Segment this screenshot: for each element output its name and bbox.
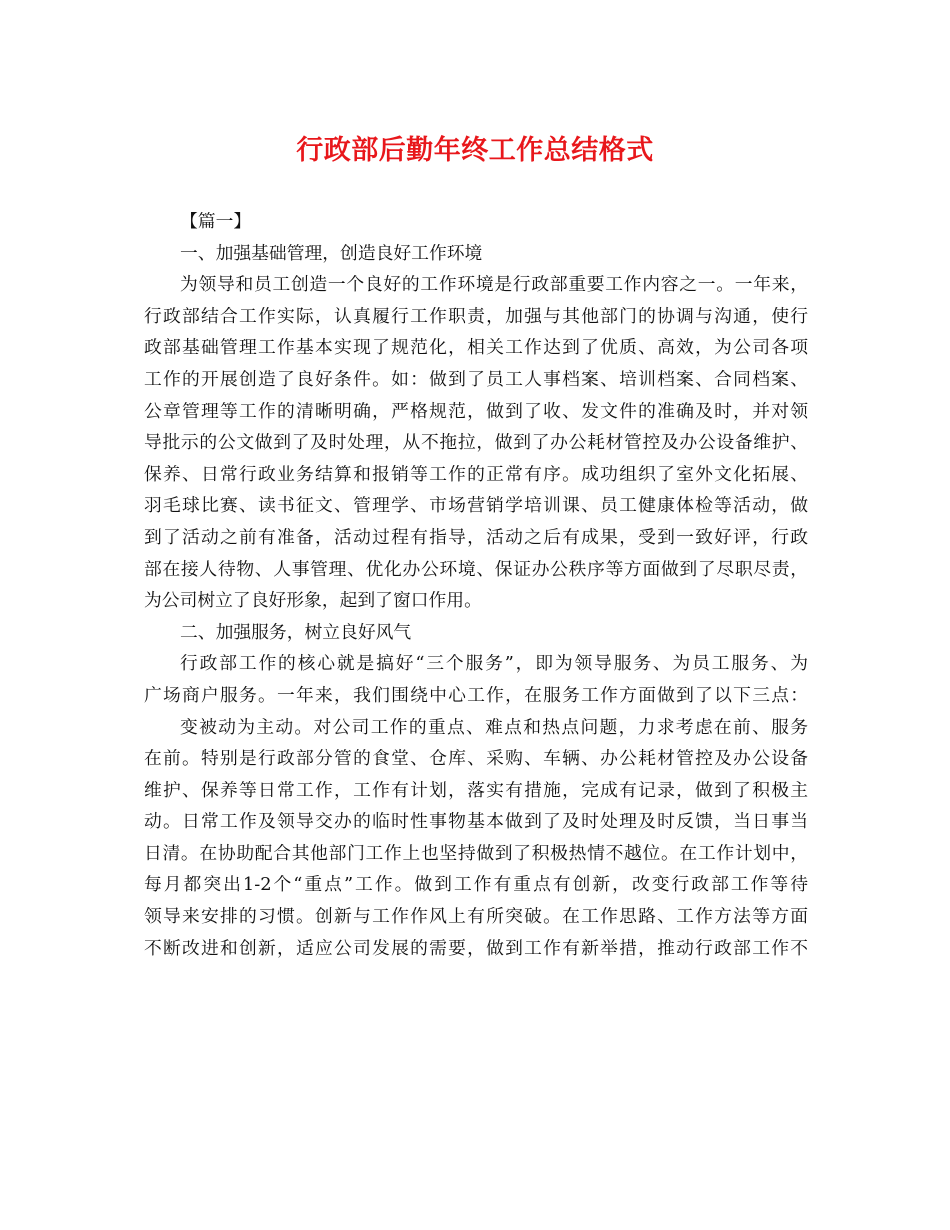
paragraph-line: 动。日常工作及领导交办的临时性事物基本做到了及时处理及时反馈，当日事当 xyxy=(144,811,808,833)
paragraph-line: 每月都突出1-2个“重点”工作。做到工作有重点有创新，改变行政部工作等待 xyxy=(144,874,808,896)
paragraph-line: 导批示的公文做到了及时处理，从不拖拉，做到了办公耗材管控及办公设备维护、 xyxy=(144,432,808,454)
paragraph-line: 为公司树立了良好形象，起到了窗口作用。 xyxy=(144,590,482,612)
paragraph-line: 公章管理等工作的清晰明确，严格规范，做到了收、发文件的准确及时，并对领 xyxy=(144,400,808,422)
paragraph-line: 保养、日常行政业务结算和报销等工作的正常有序。成功组织了室外文化拓展、 xyxy=(144,463,808,485)
paragraph-line: 为领导和员工创造一个良好的工作环境是行政部重要工作内容之一。一年来， xyxy=(180,274,808,296)
paragraph-line: 羽毛球比赛、读书征文、管理学、市场营销学培训课、员工健康体检等活动，做 xyxy=(144,495,808,517)
paragraph-line: 变被动为主动。对公司工作的重点、难点和热点问题，力求考虑在前、服务 xyxy=(180,716,808,738)
section-heading: 二、加强服务，树立良好风气 xyxy=(180,621,412,643)
document-title: 行政部后勤年终工作总结格式 xyxy=(296,135,654,166)
paragraph-line: 广场商户服务。一年来，我们围绕中心工作，在服务工作方面做到了以下三点： xyxy=(144,684,808,706)
paragraph-line: 领导来安排的习惯。创新与工作作风上有所突破。在工作思路、工作方法等方面 xyxy=(144,906,808,928)
section-heading: 一、加强基础管理，创造良好工作环境 xyxy=(180,242,483,264)
paragraph-line: 不断改进和创新，适应公司发展的需要，做到工作有新举措，推动行政部工作不 xyxy=(144,937,808,959)
paragraph-line: 行政部工作的核心就是搞好“三个服务”，即为领导服务、为员工服务、为 xyxy=(180,653,808,675)
paragraph-line: 到了活动之前有准备，活动过程有指导，活动之后有成果，受到一致好评，行政 xyxy=(144,526,808,548)
paragraph-line: 工作的开展创造了良好条件。如：做到了员工人事档案、培训档案、合同档案、 xyxy=(144,368,808,390)
paragraph-line: 行政部结合工作实际，认真履行工作职责，加强与其他部门的协调与沟通，使行 xyxy=(144,305,808,327)
paragraph-line: 维护、保养等日常工作，工作有计划，落实有措施，完成有记录，做到了积极主 xyxy=(144,779,808,801)
paragraph-line: 日清。在协助配合其他部门工作上也坚持做到了积极热情不越位。在工作计划中， xyxy=(144,842,808,864)
document-body xyxy=(144,206,808,964)
paragraph-line: 政部基础管理工作基本实现了规范化，相关工作达到了优质、高效，为公司各项 xyxy=(144,337,808,359)
paragraph-line: 在前。特别是行政部分管的食堂、仓库、采购、车辆、办公耗材管控及办公设备 xyxy=(144,748,808,770)
paragraph-line: 部在接人待物、人事管理、优化办公环境、保证办公秩序等方面做到了尽职尽责， xyxy=(144,558,808,580)
section-label: 【篇一】 xyxy=(180,211,252,232)
